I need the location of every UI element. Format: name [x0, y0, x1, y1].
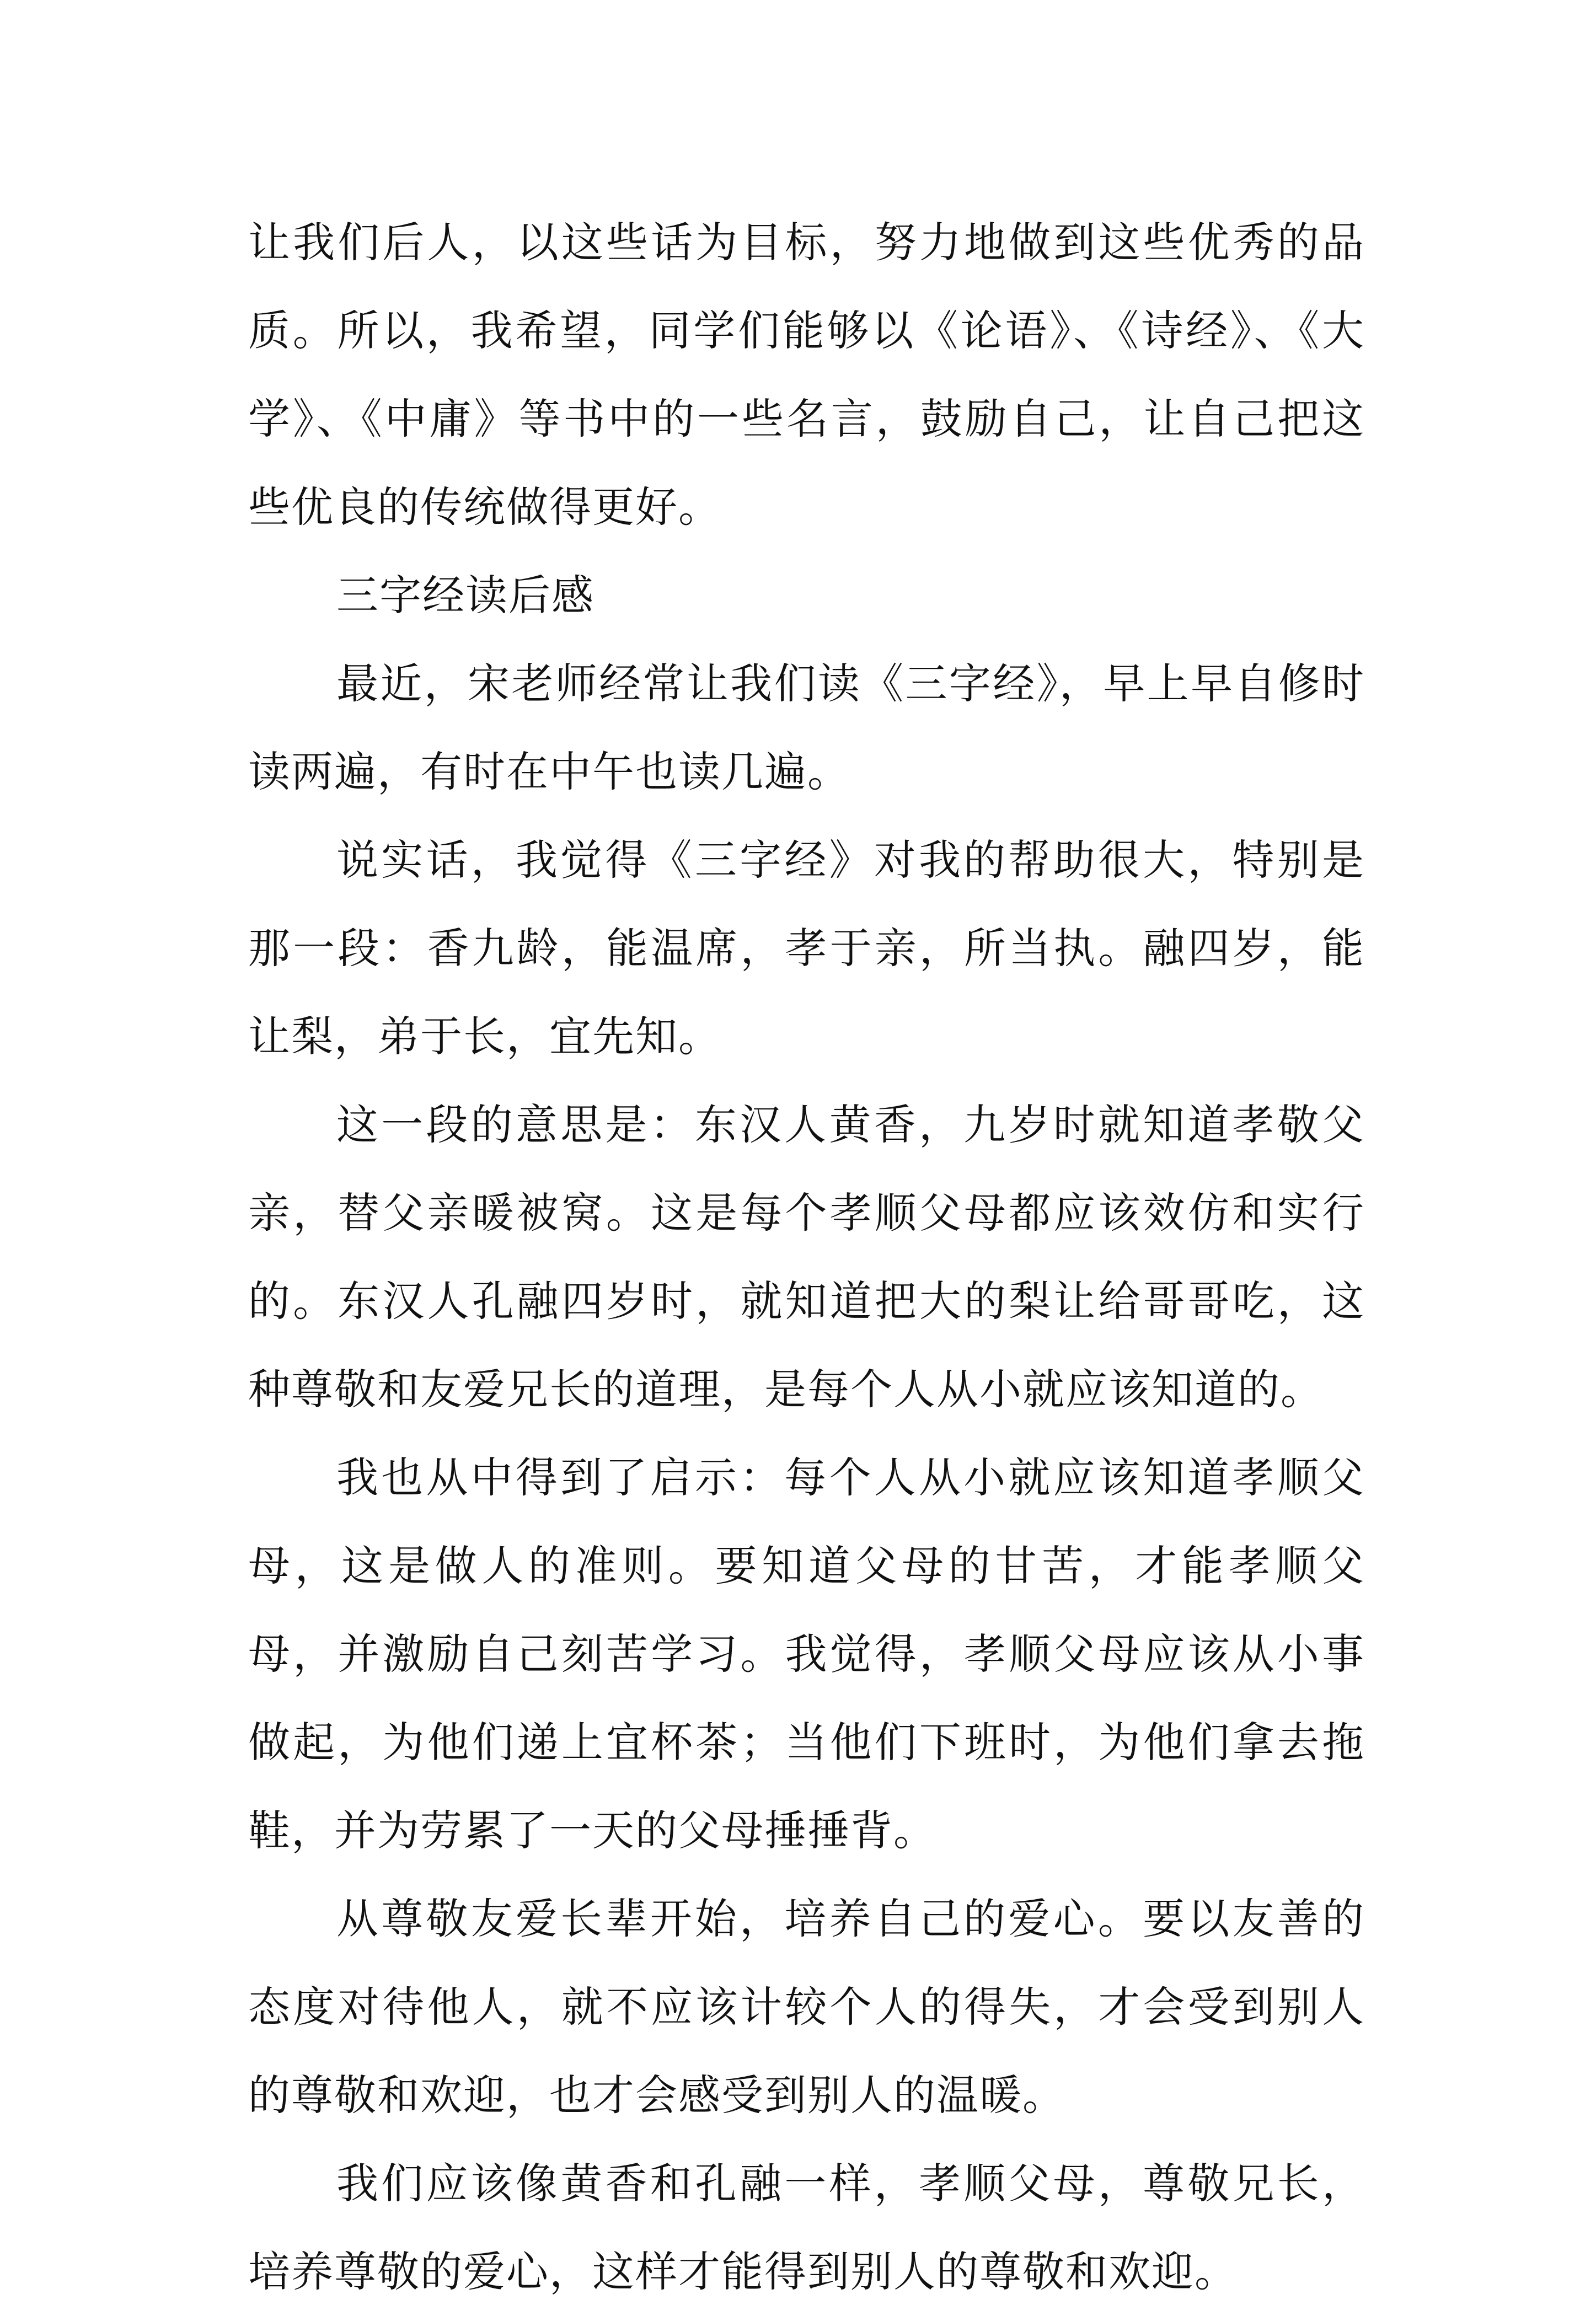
paragraph-1: 最近，宋老师经常让我们读《三字经》，早上早自修时读两遍，有时在中午也读几遍。: [248, 659, 1365, 796]
essay-title: 三字经读后感: [336, 571, 595, 620]
intro-paragraph: 让我们后人，以这些话为目标，努力地做到这些优秀的品质。所以，我希望，同学们能够以《论语》、《诗经》、《大学》、《中庸》等书中的一些名言，鼓励自己，让自己把这些优良的传统做得更好。: [248, 218, 1365, 532]
document-body: [248, 199, 1365, 2316]
paragraph-2: 说实话，我觉得《三字经》对我的帮助很大，特别是那一段：香九龄，能温席，孝于亲，所当执。融四岁，能让梨，弟于长，宜先知。: [248, 835, 1365, 1061]
paragraph-6: 我们应该像黄香和孔融一样，孝顺父母，尊敬兄长，培养尊敬的爱心，这样才能得到别人的尊敬和欢迎。: [248, 2159, 1365, 2296]
paragraph-5: 从尊敬友爱长辈开始，培养自己的爱心。要以友善的态度对待他人，就不应该计较个人的得失，才会受到别人的尊敬和欢迎，也才会感受到别人的温暖。: [248, 1894, 1365, 2120]
paragraph-3: 这一段的意思是：东汉人黄香，九岁时就知道孝敬父亲，替父亲暖被窝。这是每个孝顺父母都应该效仿和实行的。东汉人孔融四岁时，就知道把大的梨让给哥哥吃，这种尊敬和友爱兄长的道理，是每个人从小就应该知道的。: [248, 1100, 1365, 1414]
paragraph-4: 我也从中得到了启示：每个人从小就应该知道孝顺父母，这是做人的准则。要知道父母的甘苦，才能孝顺父母，并激励自己刻苦学习。我觉得，孝顺父母应该从小事做起，为他们递上宜杯茶；当他们下班时，为他们拿去拖鞋，并为劳累了一天的父母捶捶背。: [248, 1453, 1365, 1855]
